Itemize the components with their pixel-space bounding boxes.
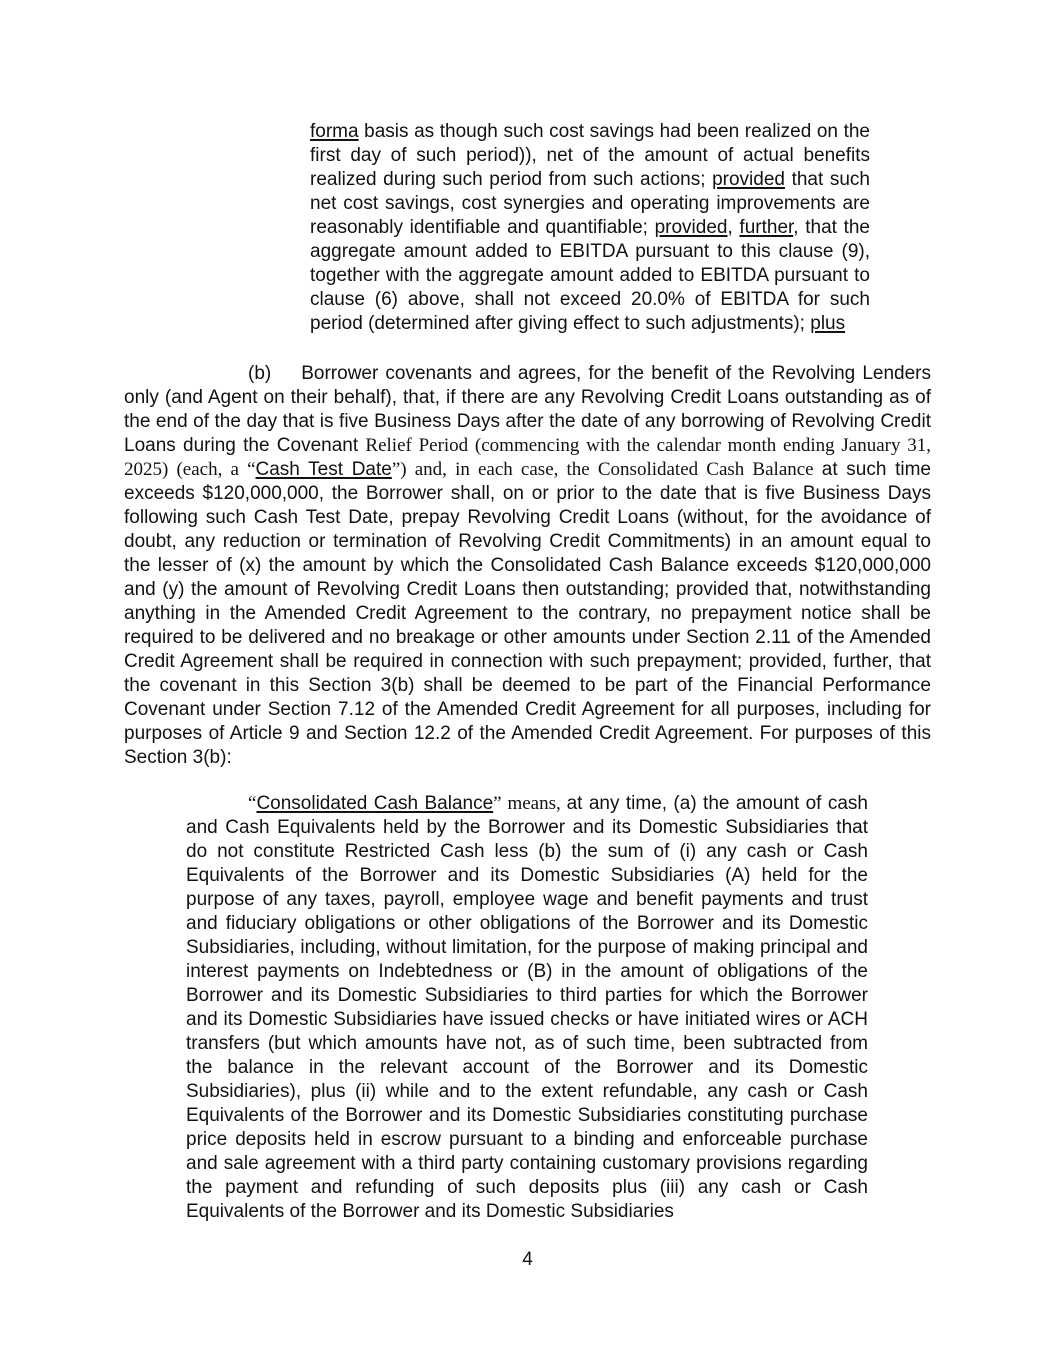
- paragraph-b-covenant: [124, 362, 931, 770]
- text-run: ”) and, in each case, the Consolidated Cash Balance: [391, 459, 822, 480]
- definition-consolidated-cash-balance: [186, 792, 868, 1224]
- text-run: ” means,: [493, 793, 567, 814]
- text-run: plus: [810, 313, 846, 334]
- text-run: Borrower covenants and agrees, for the benefit of the Revolving Lenders only (and Agent on their behalf), that, if there are any Revolving Credit Loans outstanding as of the end of the day that is five Business Days after the date of any borrowing of Revolving Credit Loans during the Covenant: [124, 363, 931, 456]
- text-run: forma: [310, 121, 359, 142]
- text-run: Cash Test Date: [255, 459, 392, 480]
- text-run: provided: [654, 217, 728, 238]
- text-run: ,: [727, 217, 740, 238]
- text-run: basis as though such cost savings had been realized on the first day of such period)), net of the amount of actual benefits realized during such period from such actions;: [310, 121, 870, 190]
- text-run: further: [739, 217, 794, 238]
- text-run: at such time exceeds $120,000,000, the Borrower shall, on or prior to the date that is five Business Days following such Cash Test Date, prepay Revolving Credit Loans (without, for the avoidance of doubt, any reduction or termination of Revolving Credit Commitments) in an amount equal to the lesser of (x) the amount by which the Consolidated Cash Balance exceeds $120,000,000 and (y) the amount of Revolving Credit Loans then outstanding; provided that, notwithstanding anything in the Amended Credit Agreement to the contrary, no prepayment notice shall be required to be delivered and no breakage or other amounts under Section 2.11 of the Amended Credit Agreement shall be required in connection with such prepayment; provided, further, that the covenant in this Section 3(b) shall be deemed to be part of the Financial Performance Covenant under Section 7.12 of the Amended Credit Agreement for all purposes, including for purposes of Article 9 and Section 12.2 of the Amended Credit Agreement. For purposes of this Section 3(b):: [124, 459, 931, 768]
- text-run: Relief Period (commencing with the calendar month ending January 31, 2025) (each, a “: [124, 435, 931, 480]
- text-run: Consolidated Cash Balance: [256, 793, 494, 814]
- text-run: “: [248, 793, 257, 814]
- clause-9-continuation-paragraph: [310, 120, 870, 336]
- text-run: , that the aggregate amount added to EBITDA pursuant to this clause (9), together with the aggregate amount added to EBITDA pursuant to clause (6) above, shall not exceed 20.0% of EBITDA for such period (determined after giving effect to such adjustments);: [310, 217, 870, 334]
- text-run: provided: [712, 169, 785, 190]
- text-run: that such net cost savings, cost synergies and operating improvements are reasonably identifiable and quantifiable;: [310, 169, 870, 238]
- text-run: (b): [248, 363, 272, 384]
- page-number: 4: [522, 1249, 533, 1270]
- text-run: at any time, (a) the amount of cash and Cash Equivalents held by the Borrower and its Domestic Subsidiaries that do not constitute Restricted Cash less (b) the sum of (i) any cash or Cash Equivalents of the Borrower and its Domestic Subsidiaries (A) held for the purpose of any taxes, payroll, employee wage and benefit payments and trust and fiduciary obligations or other obligations of the Borrower and its Domestic Subsidiaries, including, without limitation, for the purpose of making principal and interest payments on Indebtedness or (B) in the amount of obligations of the Borrower and its Domestic Subsidiaries to third parties for which the Borrower and its Domestic Subsidiaries have issued checks or have initiated wires or ACH transfers (but which amounts have not, as of such time, been subtracted from the balance in the relevant account of the Borrower and its Domestic Subsidiaries), plus (ii) while and to the extent refundable, any cash or Cash Equivalents of the Borrower and its Domestic Subsidiaries constituting purchase price deposits held in escrow pursuant to a binding and enforceable purchase and sale agreement with a third party containing customary provisions regarding the payment and refunding of such deposits plus (iii) any cash or Cash Equivalents of the Borrower and its Domestic Subsidiaries: [186, 793, 868, 1222]
